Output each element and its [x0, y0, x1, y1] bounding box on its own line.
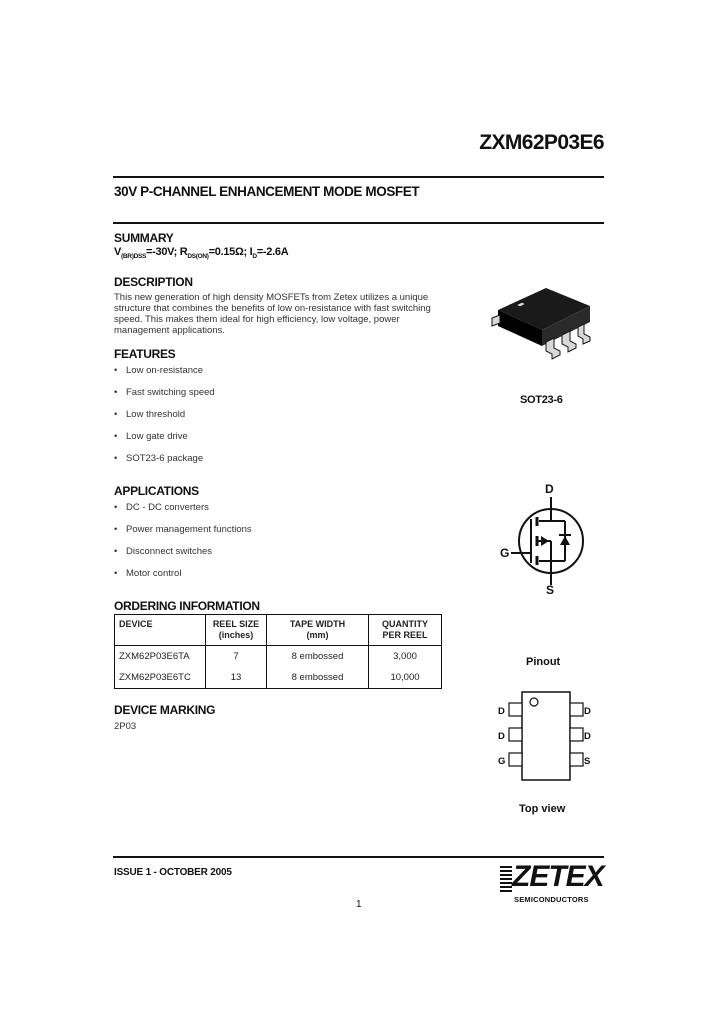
r-value: =0.15Ω; I — [208, 246, 253, 258]
pin-left-2: D — [498, 731, 505, 742]
cell-qty: 10,000 — [369, 667, 442, 689]
pinout-caption: Top view — [519, 803, 566, 815]
summary-heading: SUMMARY — [114, 231, 174, 245]
cell-reel: 13 — [206, 667, 267, 689]
marking-value: 2P03 — [114, 721, 137, 732]
list-item: • Low threshold — [114, 409, 186, 420]
list-item: • Motor control — [114, 568, 182, 579]
i-value: =-2.6A — [256, 246, 289, 258]
document-title: 30V P-CHANNEL ENHANCEMENT MODE MOSFET — [114, 184, 420, 199]
r-sub: DS(ON) — [187, 253, 209, 261]
v-value: =-30V; R — [146, 246, 188, 258]
description-line: This new generation of high density MOSFETs from Zetex utilizes a unique — [114, 292, 429, 303]
features-list — [114, 365, 215, 475]
description-line: structure that combines the benefits of low on-resistance with fast switching — [114, 303, 431, 314]
table-header-row — [115, 615, 442, 646]
cell-tape: 8 embossed — [267, 646, 369, 668]
list-item: • Power management functions — [114, 524, 252, 535]
description-line: speed. This makes them ideal for high efficiency, low voltage, power — [114, 314, 400, 325]
col-tape-width: TAPE WIDTH (mm) — [267, 615, 369, 646]
summary-spec — [114, 246, 288, 260]
features-heading: FEATURES — [114, 347, 176, 361]
applications-list — [114, 502, 252, 590]
table-row — [115, 646, 442, 668]
description-heading: DESCRIPTION — [114, 275, 193, 289]
v-sub: (BR)DSS — [121, 253, 147, 261]
list-item: • SOT23-6 package — [114, 453, 204, 464]
cell-reel: 7 — [206, 646, 267, 668]
pin-right-1: D — [584, 706, 591, 717]
part-number: ZXM62P03E6 — [479, 131, 604, 154]
ordering-table — [114, 614, 442, 689]
description-text — [114, 292, 454, 336]
logo-subtitle: SEMICONDUCTORS — [514, 895, 589, 904]
page-number: 1 — [356, 899, 362, 910]
list-item: • Fast switching speed — [114, 387, 215, 398]
pin-right-3: S — [584, 756, 591, 767]
marking-heading: DEVICE MARKING — [114, 703, 216, 717]
applications-heading: APPLICATIONS — [114, 484, 199, 498]
pin-left-3: G — [498, 756, 506, 767]
pin-right-2: D — [584, 731, 591, 742]
i-sub: D — [252, 253, 257, 261]
pinout-diagram — [508, 690, 584, 786]
package-label: SOT23-6 — [520, 394, 563, 406]
list-item: • DC - DC converters — [114, 502, 209, 513]
col-quantity: QUANTITY PER REEL — [369, 615, 442, 646]
sot23-6-package-image — [486, 280, 596, 370]
col-reel-size: REEL SIZE (inches) — [206, 615, 267, 646]
cell-device: ZXM62P03E6TA — [119, 651, 190, 662]
title-rule — [113, 222, 604, 224]
mosfet-symbol-icon — [505, 495, 595, 585]
footer-rule — [113, 856, 604, 858]
schematic-gate-label: G — [500, 546, 510, 560]
logo-wordmark: ZETEX — [512, 860, 604, 893]
table-row — [115, 667, 442, 689]
logo-stripe — [500, 866, 512, 894]
col-device: DEVICE — [115, 615, 206, 646]
zetex-logo — [500, 860, 604, 906]
issue-text: ISSUE 1 - OCTOBER 2005 — [114, 867, 232, 878]
cell-tape: 8 embossed — [267, 667, 369, 689]
schematic-drain-label: D — [545, 482, 554, 496]
list-item: • Disconnect switches — [114, 546, 213, 557]
ordering-heading: ORDERING INFORMATION — [114, 599, 260, 613]
list-item: • Low gate drive — [114, 431, 188, 442]
v-label: V — [114, 246, 122, 258]
pinout-title: Pinout — [526, 656, 561, 668]
schematic-source-label: S — [546, 583, 555, 597]
pin-left-1: D — [498, 706, 505, 717]
cell-qty: 3,000 — [369, 646, 442, 668]
list-item: • Low on-resistance — [114, 365, 204, 376]
header-rule — [113, 176, 604, 178]
cell-device: ZXM62P03E6TC — [119, 672, 191, 683]
description-line: management applications. — [114, 325, 225, 336]
